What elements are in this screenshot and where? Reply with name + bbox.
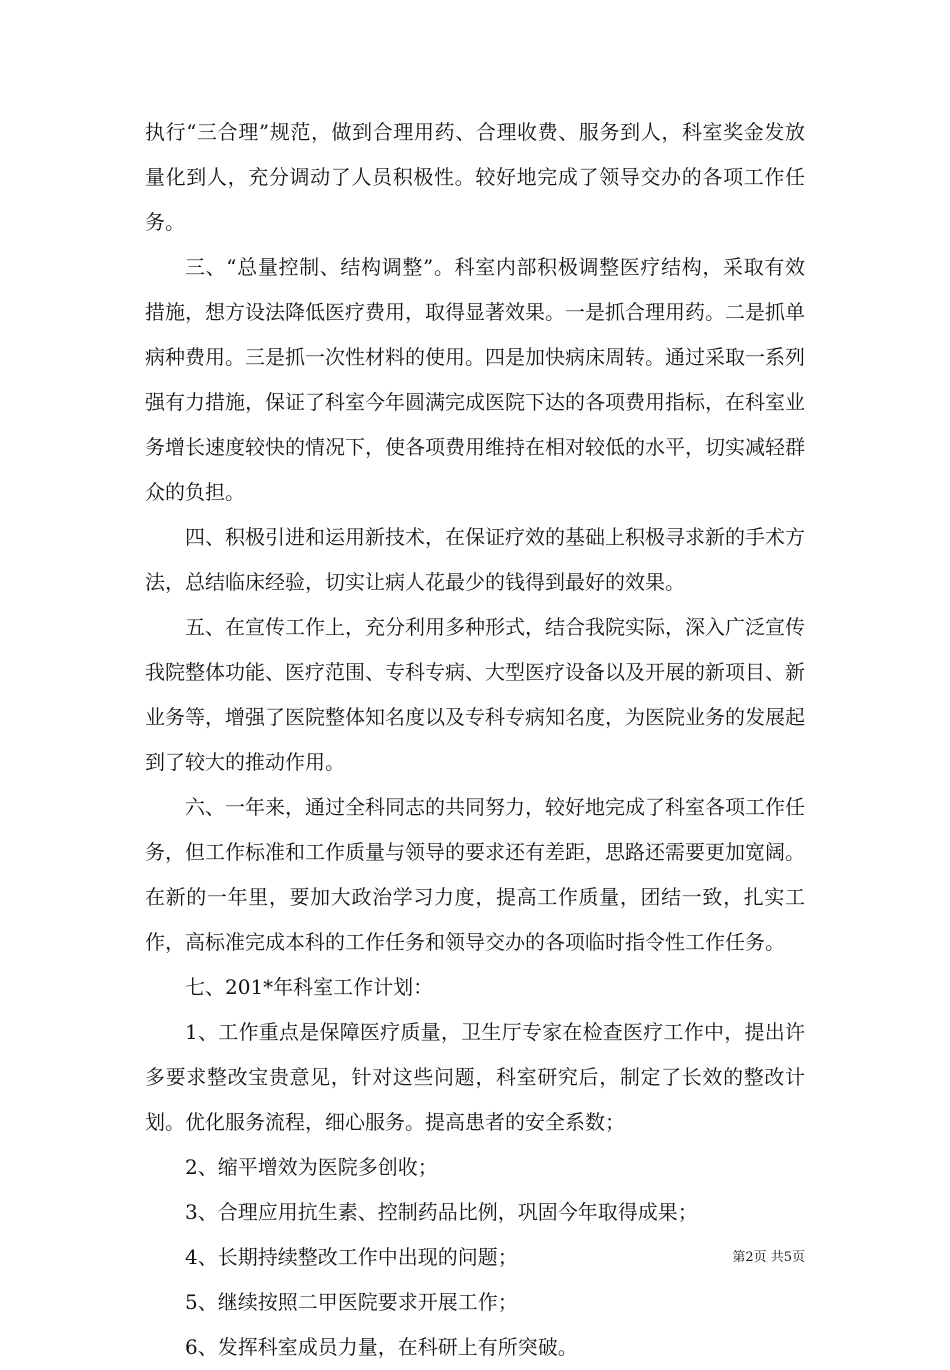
- paragraph-section-7-heading: 七、201*年科室工作计划：: [185, 975, 434, 999]
- page-number-footer: 第2页 共5页: [732, 1250, 805, 1265]
- paragraph-continuation: 执行“三合理”规范，做到合理用药、合理收费、服务到人，科室奖金发放量化到人，充分调动了人员积极性。较好地完成了领导交办的各项工作任务。: [145, 120, 805, 234]
- paragraph-section-4: 四、积极引进和运用新技术，在保证疗效的基础上积极寻求新的手术方法，总结临床经验，切实让病人花最少的钱得到最好的效果。: [145, 525, 805, 594]
- plan-item-4: 4、长期持续整改工作中出现的问题；: [185, 1245, 518, 1269]
- plan-item-2: 2、缩平增效为医院多创收；: [185, 1155, 438, 1179]
- paragraph-section-3: 三、“总量控制、结构调整”。科室内部积极调整医疗结构，采取有效措施，想方设法降低医疗费用，取得显著效果。一是抓合理用药。二是抓单病种费用。三是抓一次性材料的使用。四是加快病床周转。通过采取一系列强有力措施，保证了科室今年圆满完成医院下达的各项费用指标，在科室业务增长速度较快的情况下，使各项费用维持在相对较低的水平，切实减轻群众的负担。: [145, 255, 805, 504]
- document-body: [145, 110, 805, 1370]
- paragraph-section-6: 六、一年来，通过全科同志的共同努力，较好地完成了科室各项工作任务，但工作标准和工作质量与领导的要求还有差距，思路还需要更加宽阔。在新的一年里，要加大政治学习力度，提高工作质量，团结一致，扎实工作，高标准完成本科的工作任务和领导交办的各项临时指令性工作任务。: [145, 795, 805, 954]
- plan-item-5: 5、继续按照二甲医院要求开展工作；: [185, 1290, 518, 1314]
- plan-item-1: 1、工作重点是保障医疗质量，卫生厅专家在检查医疗工作中，提出许多要求整改宝贵意见，针对这些问题，科室研究后，制定了长效的整改计划。优化服务流程，细心服务。提高患者的安全系数；: [145, 1020, 805, 1134]
- plan-item-6: 6、发挥科室成员力量，在科研上有所突破。: [185, 1335, 578, 1359]
- paragraph-section-5: 五、在宣传工作上，充分利用多种形式，结合我院实际，深入广泛宣传我院整体功能、医疗范围、专科专病、大型医疗设备以及开展的新项目、新业务等，增强了医院整体知名度以及专科专病知名度，为医院业务的发展起到了较大的推动作用。: [145, 615, 805, 774]
- plan-item-3: 3、合理应用抗生素、控制药品比例，巩固今年取得成果；: [185, 1200, 698, 1224]
